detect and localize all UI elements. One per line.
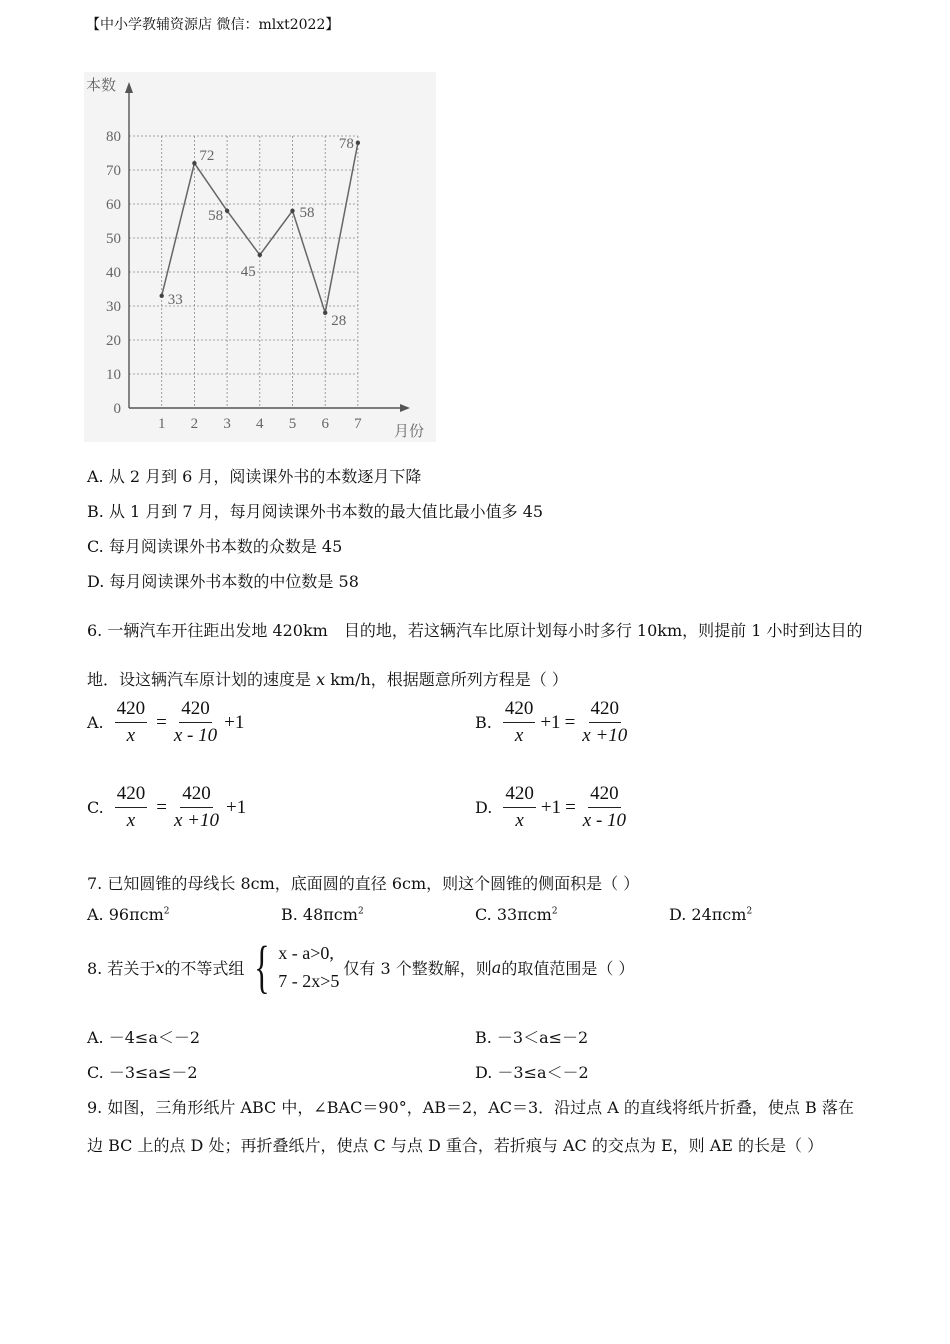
- y-axis-label: 本数: [86, 76, 117, 94]
- q7-stem: 7. 已知圆锥的母线长 8cm，底面圆的直径 6cm，则这个圆锥的侧面积是（ ）: [87, 874, 640, 893]
- y-tick-label: 20: [106, 333, 121, 349]
- data-label: 28: [331, 312, 347, 329]
- y-tick-label: 0: [113, 401, 121, 417]
- data-label: 58: [299, 204, 315, 221]
- data-point: [356, 141, 360, 145]
- q7-option-d: D. 24πcm$^2$: [669, 905, 753, 924]
- page-header: 【中小学教辅资源店 微信：mlxt2022】: [86, 17, 340, 33]
- data-point: [160, 294, 164, 298]
- inequality-row-1: x - a>0,: [278, 943, 334, 963]
- data-label: 33: [167, 291, 183, 308]
- q8-option-c: C. －3≤a≤－2: [87, 1063, 198, 1082]
- x-tick-label: 6: [321, 416, 329, 432]
- y-tick-label: 50: [106, 231, 121, 247]
- data-label: 72: [199, 148, 215, 165]
- data-label: 78: [338, 135, 354, 152]
- q7-option-b: B. 48πcm$^2$: [281, 905, 364, 924]
- q7-option-a: A. 96πcm$^2$: [87, 905, 170, 924]
- q5-option-a: A. 从 2 月到 6 月，阅读课外书的本数逐月下降: [87, 467, 422, 486]
- x-tick-label: 4: [256, 416, 264, 432]
- y-tick-label: 70: [106, 163, 121, 179]
- x-tick-label: 1: [157, 416, 166, 432]
- data-point: [258, 253, 262, 257]
- x-tick-label: 2: [190, 416, 199, 432]
- q6-option-a: A. $\frac{420}{x}$ = $\frac{420}{x - 10}$ +1: [87, 698, 245, 746]
- y-tick-label: 30: [106, 299, 121, 315]
- q8-option-a: A. －4≤a＜－2: [87, 1028, 201, 1047]
- data-point: [225, 209, 229, 213]
- q5-option-d: D. 每月阅读课外书本数的中位数是 58: [87, 572, 359, 591]
- data-point: [323, 311, 327, 315]
- q6-option-c: C. $\frac{420}{x}$ = $\frac{420}{x +10}$ +1: [87, 783, 247, 831]
- q5-option-b: B. 从 1 月到 7 月，每月阅读课外书本数的最大值比最小值多 45: [87, 502, 544, 521]
- q6-option-b: B. $\frac{420}{x}$ +1 = $\frac{420}{x +10}$: [475, 698, 628, 746]
- y-tick-label: 40: [106, 265, 121, 281]
- data-point: [290, 209, 294, 213]
- q6-option-d: D. $\frac{420}{x}$ +1 = $\frac{420}{x - 10}$: [475, 783, 627, 831]
- x-tick-label: 5: [288, 416, 297, 432]
- y-tick-label: 10: [106, 367, 121, 383]
- q9-stem-line1: 9. 如图，三角形纸片 ABC 中，∠BAC＝90°，AB＝2，AC＝3．沿过点 A 的直线将纸片折叠，使点 B 落在: [87, 1098, 854, 1117]
- q8-option-b: B. －3＜a≤－2: [475, 1028, 589, 1047]
- line-chart: [84, 72, 444, 448]
- data-label: 45: [240, 264, 256, 280]
- q9-stem-line2: 边 BC 上的点 D 处；再折叠纸片，使点 C 与点 D 重合，若折痕与 AC 的交点为 E，则 AE 的长是（ ）: [87, 1136, 824, 1155]
- x-axis-label: 月份: [394, 422, 425, 440]
- data-label: 58: [208, 207, 224, 224]
- data-point: [192, 161, 196, 165]
- q7-option-c: C. 33πcm$^2$: [475, 905, 558, 924]
- y-tick-label: 60: [106, 197, 121, 213]
- y-tick-label: 80: [106, 129, 121, 145]
- q8-option-d: D. －3≤a＜－2: [475, 1063, 589, 1082]
- x-tick-label: 3: [223, 416, 231, 432]
- inequality-row-2: 7 - 2x>5: [278, 971, 340, 991]
- q5-option-c: C. 每月阅读课外书本数的众数是 45: [87, 537, 343, 556]
- q8-stem: 8. 若关于 x 的不等式组 { x - a>0, 7 - 2x>5 仅有 3 个整数解，则 a 的取值范围是（ ）: [87, 934, 635, 999]
- q6-stem-line2: 地．设这辆汽车原计划的速度是 x km/h，根据题意所列方程是（ ）: [87, 670, 568, 689]
- q6-stem-line1: 6. 一辆汽车开往距出发地 420km 目的地，若这辆汽车比原计划每小时多行 10km，则提前 1 小时到达目的: [87, 621, 863, 640]
- x-tick-label: 7: [354, 416, 362, 432]
